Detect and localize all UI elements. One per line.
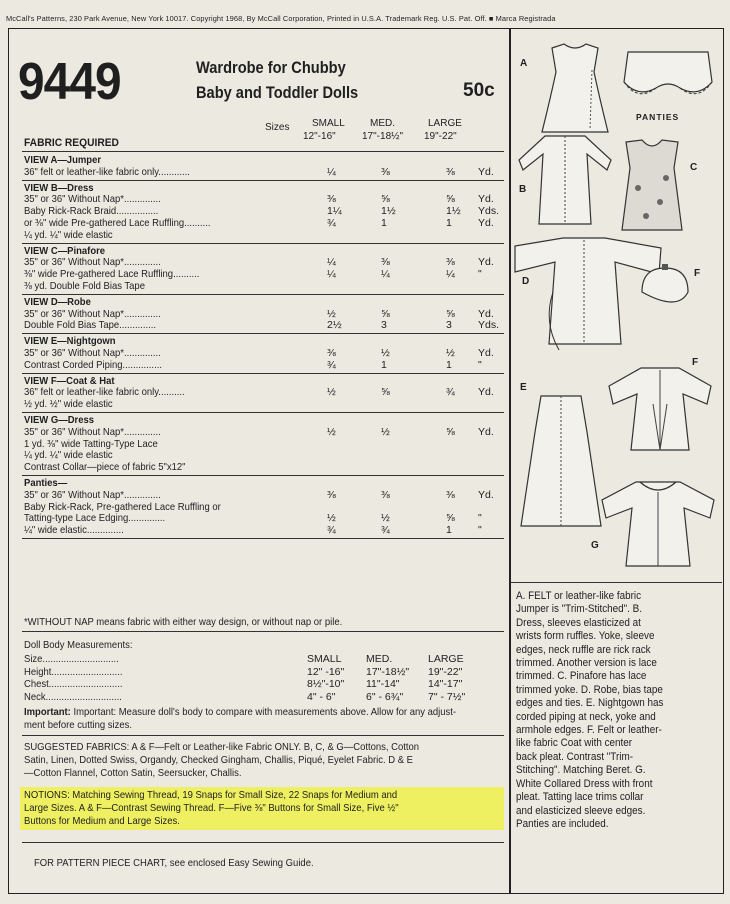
unit-label: Yd. (478, 488, 494, 501)
fabric-line: 35" or 36" Without Nap*.............. (24, 426, 161, 438)
measurement-value: MED. (366, 653, 393, 665)
measurement-label: Height........................... (24, 666, 123, 678)
fabric-line: or ⅜" wide Pre-gathered Lace Ruffling.......... (24, 218, 211, 229)
yardage-value: ½ (327, 386, 336, 399)
yardage-value: ⅝ (446, 307, 455, 320)
yardage-value: 3 (446, 319, 452, 332)
view-heading: VIEW D—Robe (24, 296, 91, 308)
view-heading: VIEW A—Jumper (24, 155, 102, 166)
fabric-line: 35" or 36" Without Nap*.............. (24, 257, 161, 269)
rule (22, 373, 504, 374)
rule (22, 412, 504, 413)
column-divider (509, 28, 511, 894)
yardage-value: ⅝ (446, 193, 455, 206)
measurement-value: 14"-17" (428, 678, 463, 690)
fabric-line: 35" or 36" Without Nap*.............. (24, 194, 161, 206)
yardage-value: ¼ (327, 165, 336, 178)
description-line: and elasticized sleeve edges. (516, 804, 646, 817)
yardage-value: ⅜ (446, 488, 455, 501)
measurement-value: 19"-22" (428, 665, 463, 678)
description-line: back pleat. Contrast "Trim- (516, 750, 634, 763)
description-line: trimmed. C. Pinafore has lace (516, 670, 647, 683)
suggested-fabrics-2: Satin, Linen, Dotted Swiss, Organdy, Checked Gingham, Challis, Piqué, Eyelet Fabric. D & E (24, 755, 413, 766)
label-f: F (694, 268, 701, 279)
view-heading: VIEW C—Pinafore (24, 245, 106, 257)
unit-label: " (478, 268, 482, 281)
measurement-value: 11"-14" (366, 678, 400, 690)
yardage-value: ⅝ (446, 512, 455, 525)
unit-label: Yd. (478, 256, 494, 269)
yardage-value: ¼ (327, 256, 336, 269)
unit-label: " (478, 512, 482, 525)
notions-2: Large Sizes. A & F—Contrast Sewing Thread. F—Five ⅜" Buttons for Small Size, Five ½" (24, 803, 399, 814)
unit-label: Yds. (478, 205, 500, 218)
size-large-range: 19"-22" (424, 131, 457, 142)
fabric-line: 36" felt or leather-like fabric only............ (24, 166, 190, 178)
label-a: A (520, 58, 528, 69)
measurement-value: 8½"-10" (307, 678, 345, 690)
copyright-header: McCall's Patterns, 230 Park Avenue, New York 10017. Copyright 1968, By McCall Corporation, Printed in U.S.A. Trademark Reg. U.S. Pat. Off. ■ Marca Registrada (6, 14, 556, 23)
fabric-line: ⅜ yd. Double Fold Bias Tape (24, 281, 145, 292)
sizes-label: Sizes (265, 122, 290, 133)
yardage-value: ⅜ (327, 488, 336, 501)
yardage-value: ½ (446, 347, 455, 359)
view-heading: VIEW B—Dress (24, 182, 94, 194)
view-heading: VIEW G—Dress (24, 415, 95, 426)
label-g: G (591, 540, 599, 551)
yardage-value: ⅜ (446, 165, 455, 178)
yardage-value: 3 (381, 319, 387, 332)
fabric-line: 35" or 36" Without Nap*.............. (24, 348, 161, 359)
measurement-label: Size............................. (24, 654, 119, 665)
measurement-value: LARGE (428, 653, 464, 665)
rule (22, 243, 504, 244)
fabric-line: 36" felt or leather-like fabric only.......... (24, 387, 185, 399)
nightgown-illustration (515, 392, 607, 532)
yardage-value: ⅜ (446, 256, 455, 269)
fabric-line: Double Fold Bias Tape.............. (24, 320, 157, 332)
yardage-value: ¾ (381, 524, 390, 537)
fabric-line: 1 yd. ⅜" wide Tatting-Type Lace (24, 438, 158, 450)
description-line: White Collared Dress with front (516, 777, 653, 790)
unit-label: " (478, 358, 482, 371)
fabric-line: Baby Rick-Rack Braid................ (24, 206, 159, 218)
yardage-value: ⅜ (381, 256, 390, 269)
yardage-value: ¼ (381, 268, 390, 281)
description-line: like fabric Coat with center (516, 737, 633, 750)
yardage-value: 1 (446, 358, 452, 371)
yardage-value: ⅝ (381, 307, 390, 320)
price: 50c (463, 80, 495, 101)
description-line: trimmed. Another version is lace (516, 657, 657, 670)
pinafore-illustration (616, 138, 688, 234)
rule (22, 294, 504, 295)
jumper-illustration (530, 40, 620, 140)
rule (22, 151, 504, 152)
coat-illustration (603, 364, 717, 454)
notions-3: Buttons for Medium and Large Sizes. (24, 816, 180, 827)
yardage-value: ⅝ (446, 425, 455, 438)
rule (22, 475, 504, 476)
yardage-value: ⅜ (327, 193, 336, 206)
dress-b-illustration (515, 130, 615, 230)
without-nap-note: *WITHOUT NAP means fabric with either way design, or without nap or pile. (24, 617, 343, 628)
fabric-line: Baby Rick-Rack, Pre-gathered Lace Ruffling or (24, 501, 221, 513)
yardage-value: ¼ (446, 268, 455, 281)
unit-label: Yds. (478, 319, 500, 332)
yardage-value: ⅝ (381, 193, 390, 206)
size-small-name: SMALL (312, 118, 345, 129)
rule (22, 842, 504, 843)
fabric-line: Contrast Collar—piece of fabric 5"x12" (24, 462, 186, 474)
label-b: B (519, 184, 527, 195)
yardage-value: ⅜ (327, 347, 336, 359)
yardage-value: 1 (381, 358, 387, 371)
label-panties: PANTIES (636, 112, 680, 122)
size-med-range: 17"-18½" (362, 131, 404, 142)
suggested-fabrics-1: SUGGESTED FABRICS: A & F—Felt or Leather-like Fabric ONLY. B, C, & G—Cottons, Cotton (24, 742, 420, 753)
measurement-value: SMALL (307, 653, 342, 665)
size-large-name: LARGE (428, 118, 462, 129)
fabric-line: ½ yd. ½" wide elastic (24, 399, 113, 411)
yardage-value: 1 (446, 524, 452, 537)
description-line: Jumper is "Trim-Stitched". B. (516, 603, 643, 616)
yardage-value: 1 (446, 217, 452, 229)
yardage-value: ¾ (327, 524, 336, 537)
fabric-line: ¼" wide elastic.............. (24, 525, 124, 537)
fabric-required-heading: FABRIC REQUIRED (24, 137, 119, 149)
fabric-line: 35" or 36" Without Nap*.............. (24, 308, 161, 320)
rule (22, 538, 504, 539)
fabric-line: 35" or 36" Without Nap*.............. (24, 489, 161, 501)
rule (22, 180, 504, 181)
measurement-value: 12" -16" (307, 665, 345, 678)
description-line: Dress, sleeves elasticized at (516, 616, 641, 629)
view-heading: VIEW E—Nightgown (24, 336, 116, 348)
panties-illustration (618, 44, 718, 106)
description-line: trimmed yoke. D. Robe, bias tape (516, 683, 663, 696)
description-line: pleat. Tatting lace trims collar (516, 791, 644, 804)
unit-label: Yd. (478, 307, 494, 320)
rule (22, 631, 504, 632)
yardage-value: ½ (381, 347, 390, 359)
yardage-value: ⅜ (381, 165, 390, 178)
yardage-value: ½ (327, 425, 336, 438)
yardage-value: ½ (381, 425, 390, 438)
yardage-value: 1 (381, 217, 387, 229)
fabric-line: ⅜" wide Pre-gathered Lace Ruffling.......... (24, 269, 200, 281)
unit-label: Yd. (478, 347, 494, 359)
unit-label: Yd. (478, 165, 494, 178)
title-line-2: Baby and Toddler Dolls (196, 83, 359, 102)
yardage-value: ¾ (446, 386, 455, 399)
dress-g-illustration (596, 476, 720, 572)
description-line: armhole edges. F. Felt or leather- (516, 724, 662, 737)
yardage-value: 1½ (381, 205, 396, 218)
yardage-value: ¾ (327, 217, 336, 229)
measurement-value: 4" - 6" (307, 690, 336, 703)
body-measurements-heading: Doll Body Measurements: (24, 640, 133, 651)
description-line: wrists form ruffles. Yoke, sleeve (516, 630, 655, 643)
unit-label: Yd. (478, 193, 494, 206)
size-med-name: MED. (370, 118, 395, 129)
measurement-value: 6" - 6¾" (366, 690, 404, 703)
description-rule (510, 582, 722, 583)
yardage-value: ⅝ (381, 386, 390, 399)
pattern-chart-note: FOR PATTERN PIECE CHART, see enclosed Easy Sewing Guide. (34, 858, 314, 869)
description-line: Panties are included. (516, 817, 609, 830)
label-d: D (522, 276, 530, 287)
yardage-value: ½ (327, 512, 336, 525)
measurement-value: 17"-18½" (366, 665, 410, 678)
pattern-number: 9449 (18, 53, 121, 111)
yardage-value: ½ (327, 307, 336, 320)
title-line-1: Wardrobe for Chubby (196, 58, 346, 77)
notions-1: NOTIONS: Matching Sewing Thread, 19 Snaps for Small Size, 22 Snaps for Medium and (24, 790, 398, 801)
important-note-2: ment before cutting sizes. (24, 720, 132, 731)
fabric-line: Tatting-type Lace Edging.............. (24, 513, 166, 525)
yardage-value: 2½ (327, 319, 342, 332)
fabric-line: ¼ yd. ¼" wide elastic (24, 450, 113, 462)
view-heading: VIEW F—Coat & Hat (24, 375, 115, 387)
unit-label: Yd. (478, 386, 494, 399)
description-line: corded piping at neck, yoke and (516, 710, 656, 723)
description-line: Stitching". Matching Beret. G. (516, 764, 646, 777)
view-heading: Panties— (24, 478, 68, 489)
suggested-fabrics-3: —Cotton Flannel, Cotton Satin, Seersucker, Challis. (24, 768, 242, 779)
label-c: C (690, 162, 698, 173)
view-description (516, 590, 720, 831)
measurement-value: 7" - 7½" (428, 690, 466, 703)
yardage-value: ¼ (327, 268, 336, 281)
yardage-value: ¾ (327, 358, 336, 371)
yardage-value: 1¼ (327, 205, 342, 218)
measurement-label: Neck............................. (24, 691, 122, 703)
yardage-value: 1½ (446, 205, 461, 218)
fabric-line: ¼ yd. ¼" wide elastic (24, 229, 113, 241)
important-note: Important: Important: Measure doll's body to compare with measurements above. Allow for any adjust- (24, 707, 457, 718)
unit-label: " (478, 524, 482, 537)
important-text: Important: Measure doll's body to compare with measurements above. Allow for any adjust- (73, 707, 457, 718)
description-line: edges, neck ruffle are rick rack (516, 643, 651, 656)
size-small-range: 12"-16" (303, 131, 336, 142)
fabric-line: Contrast Corded Piping............... (24, 359, 162, 371)
beret-illustration (638, 262, 692, 318)
unit-label: Yd. (478, 217, 494, 229)
yardage-value: ⅜ (381, 488, 390, 501)
description-line: A. FELT or leather-like fabric (516, 590, 642, 602)
label-e: E (520, 382, 527, 393)
unit-label: Yd. (478, 425, 494, 438)
description-line: edges and ties. E. Nightgown has (516, 697, 664, 710)
label-f2: F (692, 357, 699, 368)
rule (22, 735, 504, 736)
yardage-value: ½ (381, 512, 390, 525)
measurement-label: Chest............................ (24, 679, 123, 690)
rule (22, 333, 504, 334)
